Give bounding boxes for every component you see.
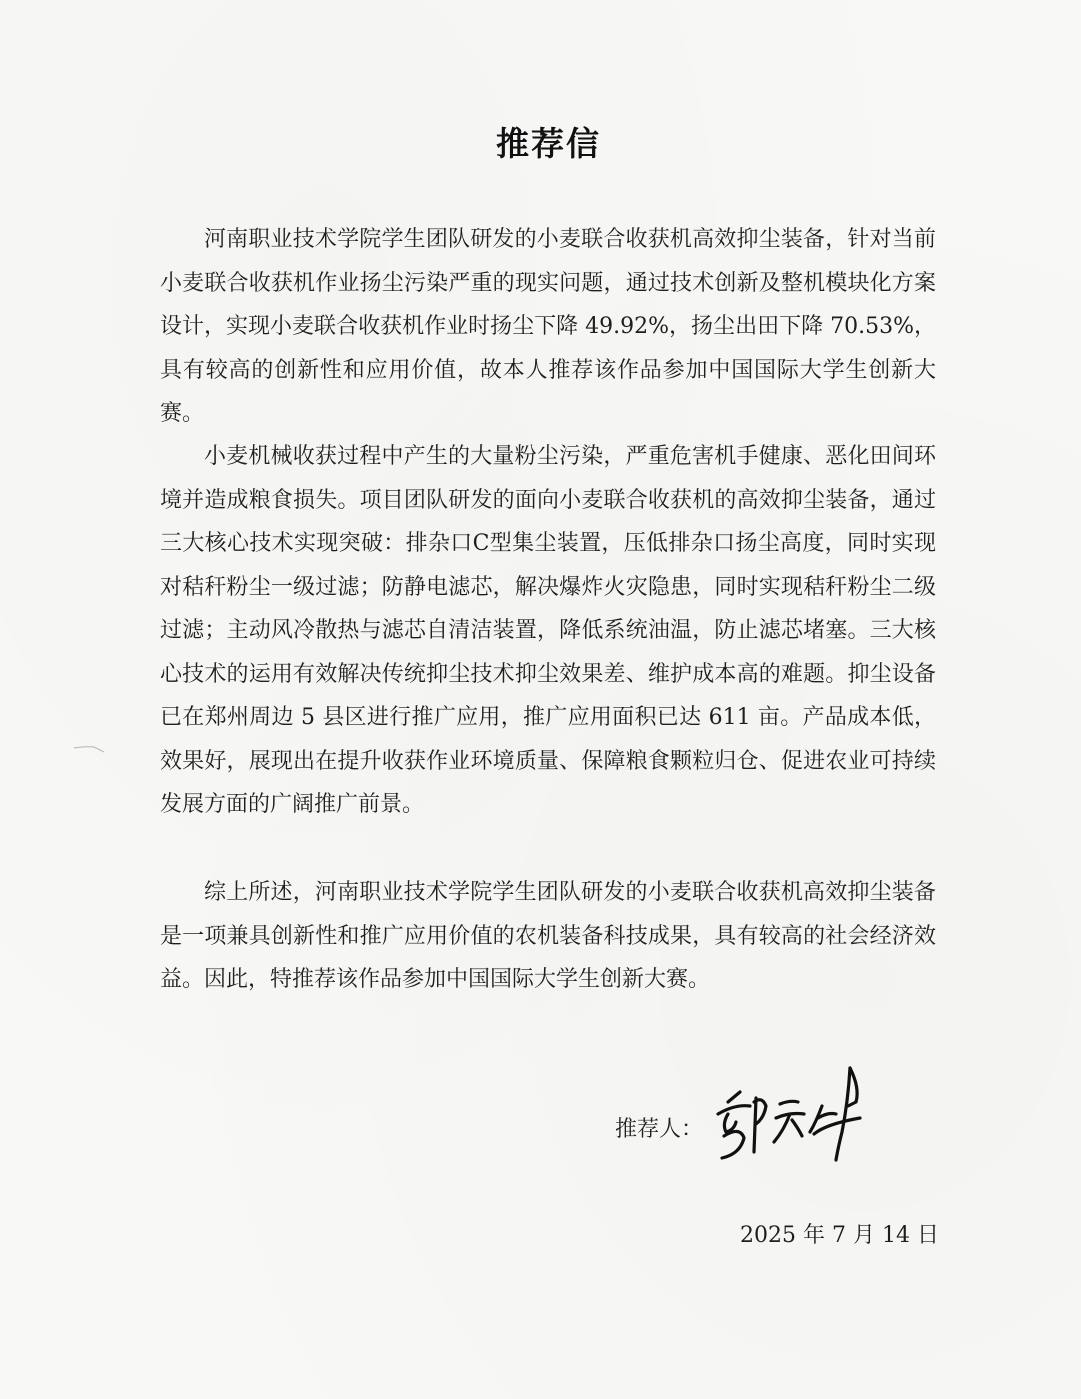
paragraph-3 [160, 871, 936, 1002]
paragraph-text: 小麦机械收获过程中产生的大量粉尘污染，严重危害机手健康、恶化田间环境并造成粮食损失。项目团队研发的面向小麦联合收获机的高效抑尘装备，通过三大核心技术实现突破：排杂口C型集尘装置，压低排杂口扬尘高度，同时实现对秸秆粉尘一级过滤；防静电滤芯，解决爆炸火灾隐患，同时实现秸秆粉尘二级过滤；主动风冷散热与滤芯自清洁装置，降低系统油温，防止滤芯堵塞。三大核心技术的运用有效解决传统抑尘技术抑尘效果差、维护成本高的难题。抑尘设备已在郑州周边 5 县区进行推广应用，推广应用面积已达 611 亩。产品成本低，效果好，展现出在提升收获作业环境质量、保障粮食颗粒归仓、促进农业可持续发展方面的广阔推广前景。 [160, 444, 936, 817]
recommender-label: 推荐人： [615, 1117, 704, 1142]
paragraph-text: 综上所述，河南职业技术学院学生团队研发的小麦联合收获机高效抑尘装备是一项兼具创新性和推广应用价值的农机装备科技成果，具有较高的社会经济效益。因此，特推荐该作品参加中国国际大学生创新大赛。 [160, 880, 936, 992]
paragraph-1 [160, 218, 936, 436]
scan-mark-icon [72, 740, 122, 760]
signature-block [615, 1062, 915, 1172]
handwritten-signature-icon [710, 1062, 880, 1172]
paragraph-2 [160, 435, 936, 827]
document-title: 推荐信 [496, 124, 601, 163]
paragraph-text: 河南职业技术学院学生团队研发的小麦联合收获机高效抑尘装备，针对当前小麦联合收获机作业扬尘污染严重的现实问题，通过技术创新及整机模块化方案设计，实现小麦联合收获机作业时扬尘下降 49.92%，扬尘出田下降 70.53%，具有较高的创新性和应用价值，故本人推荐该作品参加中国国际大学生创新大赛。 [160, 227, 936, 426]
letter-date: 2025 年 7 月 14 日 [740, 1223, 939, 1248]
